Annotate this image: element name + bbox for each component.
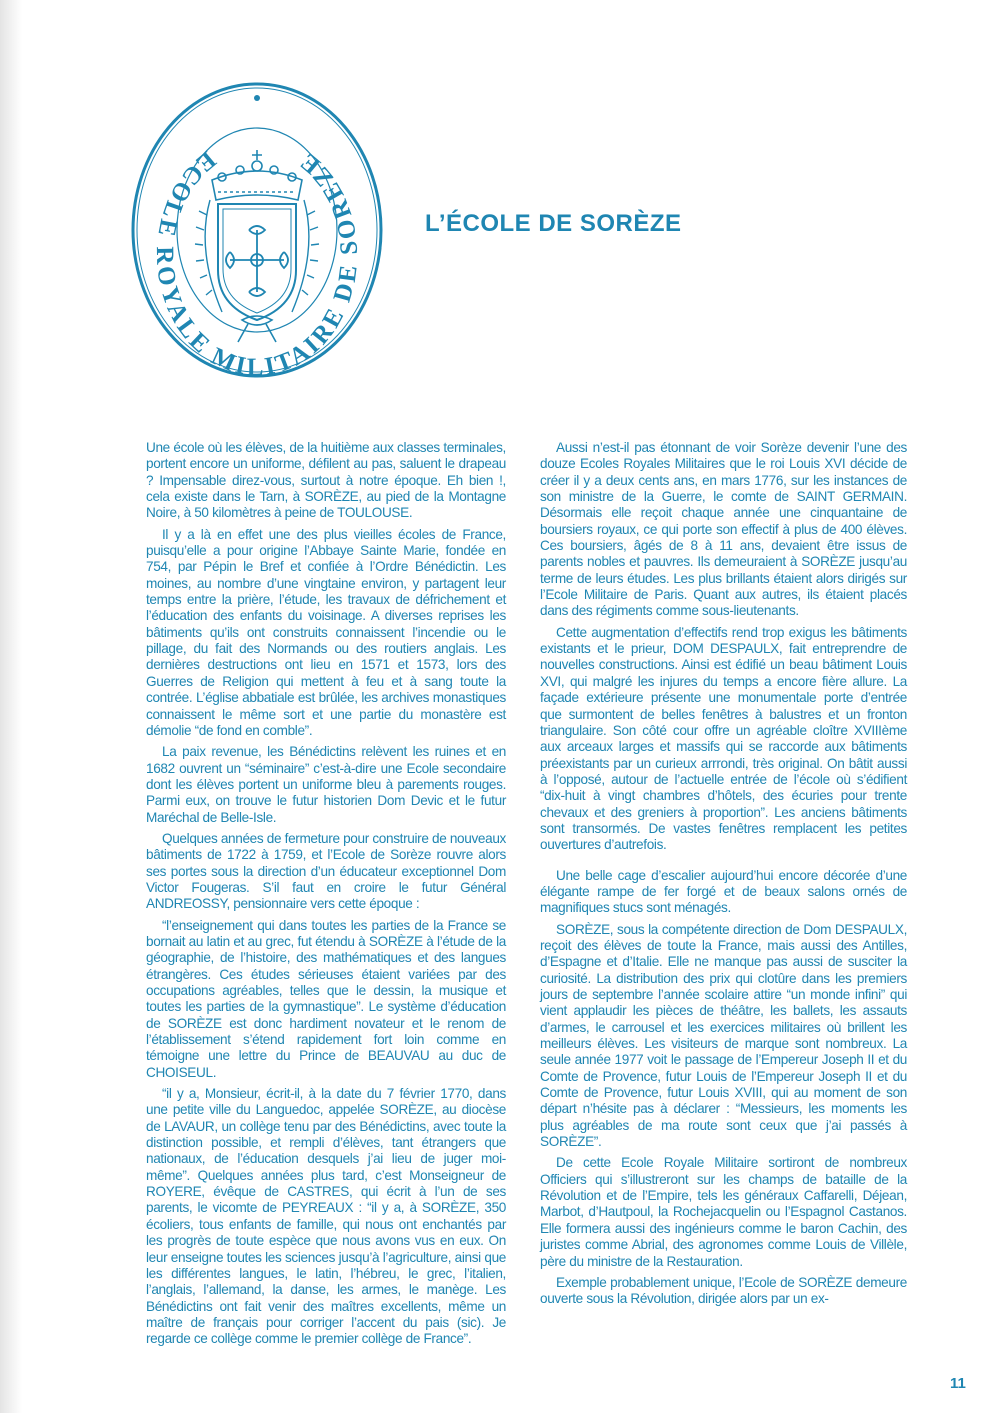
page-number: 11 — [950, 1375, 966, 1392]
paragraph: Cette augmentation d’effectifs rend trop exigus les bâtiments existants et le prieur, DOM DESPAULX, fait entreprendre de nouvelles constructions. Ainsi est édifié un beau bâtiment Louis XVI, qui malgré les injures du temps a encore fière allure. La façade extérieure présente une monumentale porte d’entrée que surmontent de belles fenêtres à balustres et un fronton triangulaire. Son côté cour offre un agréable cloître XVIIIème aux arceaux larges et massifs qui se raccorde aux bâtiments préexistants par un curieux arrrondi, très original. On bâtit aussi à l’opposé, autour de l’actuelle entrée de l’école où s’édifient “dix-huit à vingt chambres d’hôtels, des écuries pour trente chevaux et des greniers à proportion”. Les anciens bâtiments sont transormés. De vastes fenêtres remplacent les petites ouvertures d’autrefois. — [540, 624, 907, 853]
paragraph: “l’enseignement qui dans toutes les parties de la France se bornait au latin et au grec, fut étendu à SORÈZE à l’étude de la géographie, de l’histoire, des mathématiques et des langues étrangères. Ces études sérieuses étaient variées par des occupations agréables, telles que le dessin, la musique et toutes les parties de la gymnastique”. Le système d’éducation de SORÈZE est donc hardiment novateur et le renom de l’établissement s’étend rapidement fort loin comme en témoigne une lettre du Prince de BEAUVAU au duc de CHOISEUL. — [146, 917, 506, 1080]
paragraph: Exemple probablement unique, l’Ecole de SORÈZE demeure ouverte sous la Révolution, dirigée alors par un ex- — [540, 1274, 907, 1307]
paragraph: SORÈZE, sous la compétente direction de Dom DESPAULX, reçoit des élèves de toute la France, mais aussi des Antilles, d’Espagne et d’Italie. Elle ne manque pas aussi de susciter la curiosité. La distribution des prix qui clotûre dans les premiers jours de septembre l’année scolaire attire “un monde infini” qui vient applaudir les pièces de théâtre, les ballets, les assauts d’armes, le carrousel et les exercices militaires où brillent les meilleurs élèves. Les visiteurs de marque sont nombreux. La seule année 1977 voit le passage de l’Empereur Joseph II et du Comte de Provence, futur Louis de l’Empereur Joseph II et du Comte de Provence, futur Louis XVIII, qui au moment de son départ n’hésite pas à déclarer : “Messieurs, les moments les plus agréables de ma route sont ceux que j’ai passés à SORÈZE”. — [540, 921, 907, 1150]
paragraph: Une école où les élèves, de la huitième aux classes terminales, portent encore un uniforme, défilent au pas, saluent le drapeau ? Impensable direz-vous, surtout à notre époque. Eh bien !, cela existe dans le Tarn, à SORÈZE, au pied de la Montagne Noire, à 50 kilomètres à peine de TOULOUSE. — [146, 440, 506, 521]
star-ornament-icon — [254, 95, 260, 101]
occitan-cross-icon — [226, 226, 288, 296]
paragraph: La paix revenue, les Bénédictins relèvent les ruines et en 1682 ouvrent un “séminaire” c’est-à-dire une Ecole secondaire dont les élèves portent un uniforme bleu à parements rouges. Parmi eux, on trouve le futur historien Dom Devic et le futur Maréchal de Belle-Isle. — [146, 744, 506, 825]
paragraph: De cette Ecole Royale Militaire sortiront de nombreux Officiers qui s’illustreront sur les champs de bataille de la Révolution et de l’Empire, tels les généraux Caffarelli, Déjean, Marbot, d’Hautpoul, la Rochejacquelin ou l’Espagnol Castanos. Elle formera aussi des ingénieurs comme le baron Cachin, des juristes comme Abrial, des agronomes comme Louis de Villèle, père du ministre de la Restauration. — [540, 1155, 907, 1269]
paragraph: Aussi n’est-il pas étonnant de voir Sorèze devenir l’une des douze Ecoles Royales Militaires que le roi Louis XVI décide de créer il y a deux cents ans, en mars 1776, sur les instances de son ministre de la Guerre, le comte de SAINT GERMAIN. Désormais elle reçoit chaque année une cinquantaine de boursiers royaux, ce qui porte son effectif à plus de 400 élèves. Ces boursiers, âgés de 8 à 11 ans, devaient être issus de parents nobles et pauvres. Ils demeuraient à SORÈZE jusqu’au terme de leurs études. Les plus brillants étaient alors dirigés sur l’Ecole Militaire de Paris. Quant aux autres, ils étaient placés dans des régiments comme sous-lieutenants. — [540, 440, 907, 619]
crown-icon — [212, 150, 302, 200]
paragraph: Quelques années de fermeture pour construire de nouveaux bâtiments de 1722 à 1759, et l’Ecole de Sorèze rouvre alors ses portes sous la direction d’un éducateur exceptionnel Dom Victor Fougeras. S’il faut en croire le futur Général ANDREOSSY, pensionnaire vers cette époque : — [146, 830, 506, 912]
paragraph: “il y a, Monsieur, écrit-il, à la date du 7 février 1770, dans une petite ville du Languedoc, appelée SORÈZE, au diocèse de LAVAUR, un collège tenu par des Bénédictins, avec toute la distinction possible, et rempli d’élèves, tant étrangers que nationaux, de l’éducation desquels j’ai lieu de juger moi-même”. Quelques années plus tard, c’est Monseigneur de ROYERE, évêque de CASTRES, qui écrit à l’un de ses parents, le vicomte de PEYREAUX : “il y a, à SORÈZE, 350 écoliers, tous enfants de famille, qui nous ont enchantés par les progrès de toute espèce que nous avons vus en eux. On leur enseigne toutes les sciences jusqu’à l’agriculture, ainsi que les différentes langues, le latin, l’hébreu, le grec, l’italien, l’anglais, l’allemand, la danse, les armes, le manège. Les Bénédictins ont fait venir des maîtres excellents, même un maître de français pour corriger l’accent du pais (sic). Je regarde ce collège comme le premier collège de France”. — [146, 1086, 506, 1347]
right-text-column — [540, 440, 907, 1313]
paragraph: Il y a là en effet une des plus vieilles écoles de France, puisqu’elle a pour origine l’Abbaye Sainte Marie, fondée en 754, par Pépin le Bref et confiée à l’Ordre Bénédictin. Les moines, au nombre d’une vingtaine environ, y partagent leur temps entre la prière, l’étude, les travaux de défrichement et l’éducation des enfants du voisinage. A diverses reprises les bâtiments qu’ils ont construits connaissent l’incendie ou le pillage, du fait des Normands ou des routiers anglais. Les dernières destructions ont lieu en 1571 et 1573, lors des Guerres de Religion qui mettent à feu et à sang toute la contrée. L’église abbatiale est brûlée, les archives monastiques connaissent le même sort et une partie du monastère est démolie “de fond en comble”. — [146, 526, 506, 738]
school-seal-logo — [130, 80, 384, 380]
page-title: L’ÉCOLE DE SORÈZE — [425, 210, 682, 237]
page-binding-edge — [0, 0, 22, 1413]
seal-text: ECOLE ROYALE MILITAIRE DE SOREZE — [150, 145, 364, 380]
left-text-column — [146, 440, 506, 1353]
paragraph: Une belle cage d’escalier aujourd’hui encore décorée d’une élégante rampe de fer forgé et de beaux salons ornés de magnifiques stucs sont ménagés. — [540, 867, 907, 916]
